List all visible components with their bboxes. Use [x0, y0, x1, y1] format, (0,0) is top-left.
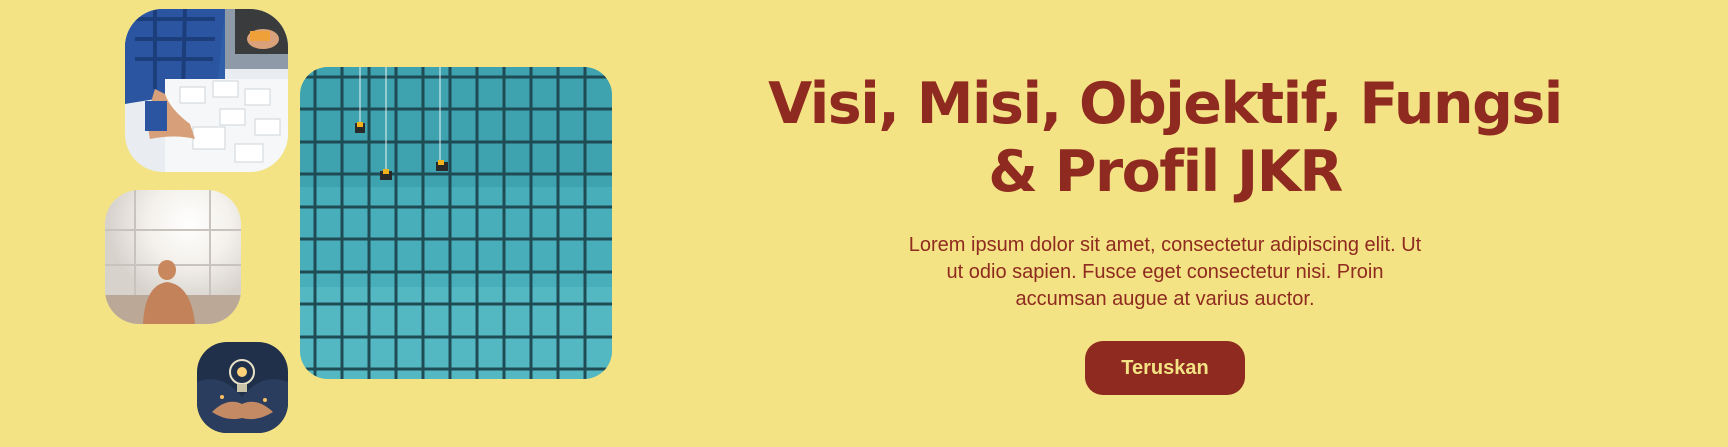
window-man-photo — [105, 190, 241, 324]
continue-button[interactable]: Teruskan — [1085, 341, 1245, 395]
page-title-line1: Visi, Misi, Objektif, Fungsi — [768, 71, 1562, 137]
page-title — [760, 70, 1570, 206]
hero-description: Lorem ipsum dolor sit amet, consectetur adipiscing elit. Ut ut odio sapien. Fusce eget consectetur nisi. Proin accumsan augue at varius auctor. — [908, 234, 1422, 310]
lightbulb-hands-photo — [197, 342, 288, 433]
office-notes-photo — [125, 9, 288, 172]
page-title-line2: & Profil JKR — [988, 139, 1342, 205]
hero-content — [760, 70, 1570, 395]
glass-facade-window-cleaners-photo — [300, 67, 612, 379]
